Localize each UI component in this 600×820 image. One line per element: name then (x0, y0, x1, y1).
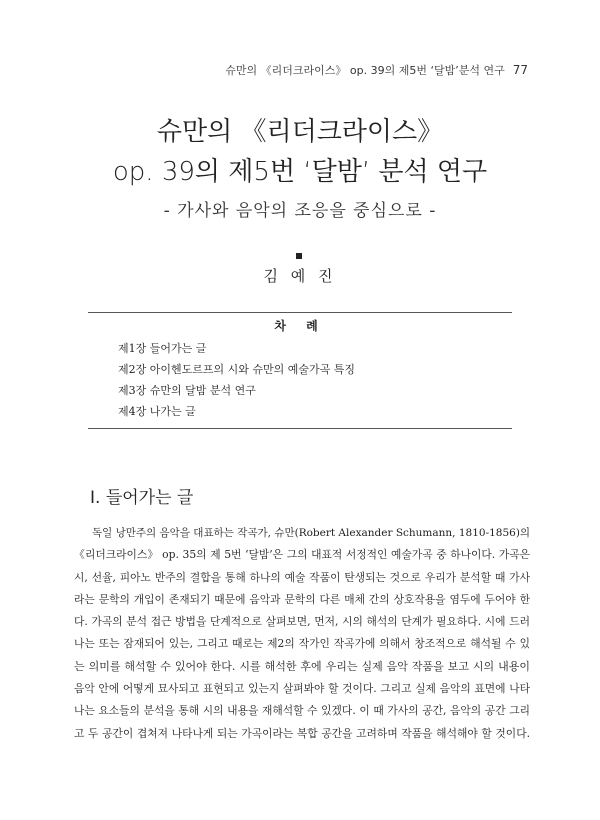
running-header-title: 슈만의 《리더크라이스》 op. 39의 제5번 ‘달밤’분석 연구 (225, 64, 505, 77)
body-line: 《리더크라이스》 op. 35의 제 5번 ‘달밤’은 그의 대표적 서정적인 예술가곡 중 하나이다. 가곡은 (74, 548, 530, 562)
body-line: 시, 선율, 피아노 반주의 결합을 통해 하나의 예술 작품이 탄생되는 것으로 우리가 분석할 때 가사 (74, 570, 530, 584)
toc-heading: 차 례 (274, 319, 326, 333)
body-line: 고 두 공간이 겹쳐져 나타나게 되는 가곡이라는 복합 공간을 고려하며 작품을 해석해야 할 것이다. (74, 726, 530, 740)
subtitle: - 가사와 음악의 조응을 중심으로 - (163, 201, 437, 221)
table-of-contents (88, 312, 512, 429)
toc-item[interactable]: 제3장 슈만의 달밤 분석 연구 (118, 384, 256, 397)
body-line: 나는 또는 잠재되어 있는, 그리고 때로는 제2의 작가인 작곡가에 의해서 창조적으로 해석될 수 있 (74, 637, 530, 651)
toc-item[interactable]: 제1장 들어가는 글 (118, 342, 207, 355)
author-name: 김 예 진 (263, 267, 337, 285)
body-line: 다. 가곡의 분석 접근 방법을 단계적으로 살펴보면, 먼저, 시의 해석의 단계가 필요하다. 시에 드러 (74, 615, 530, 629)
body-line: 라는 문학의 개입이 존재되기 때문에 음악과 문학의 다른 매체 간의 상호작용을 염두에 두어야 한 (74, 592, 530, 606)
body-paragraph (74, 522, 530, 745)
body-line: 나는 요소들의 분석을 통해 시의 내용을 재해석할 수 있겠다. 이 때 가사의 공간, 음악의 공간 그리 (74, 704, 530, 718)
square-bullet-icon (296, 253, 302, 259)
title-line-1: 슈만의 《리더크라이스》 (156, 117, 444, 147)
running-header (225, 62, 528, 78)
toc-item[interactable]: 제4장 나가는 글 (118, 405, 196, 418)
title-line-2: op. 39의 제5번 ‘달밤’ 분석 연구 (112, 157, 488, 187)
page-number: 77 (512, 63, 528, 77)
title-block (0, 112, 600, 221)
toc-item[interactable]: 제2장 아이헨도르프의 시와 슈만의 예술가곡 특징 (118, 363, 355, 376)
body-line: 음악 안에 어떻게 묘사되고 표현되고 있는지 살펴봐야 할 것이다. 그리고 실제 음악의 표면에 나타 (74, 682, 530, 696)
body-line: 는 의미를 해석할 수 있어야 한다. 시를 해석한 후에 우리는 실제 음악 작품을 보고 시의 내용이 (74, 659, 530, 673)
section-heading: I. 들어가는 글 (90, 488, 194, 508)
body-line: 독일 낭만주의 음악을 대표하는 작곡가, 슈만(Robert Alexander Schumann, 1810-1856)의 (92, 527, 530, 539)
